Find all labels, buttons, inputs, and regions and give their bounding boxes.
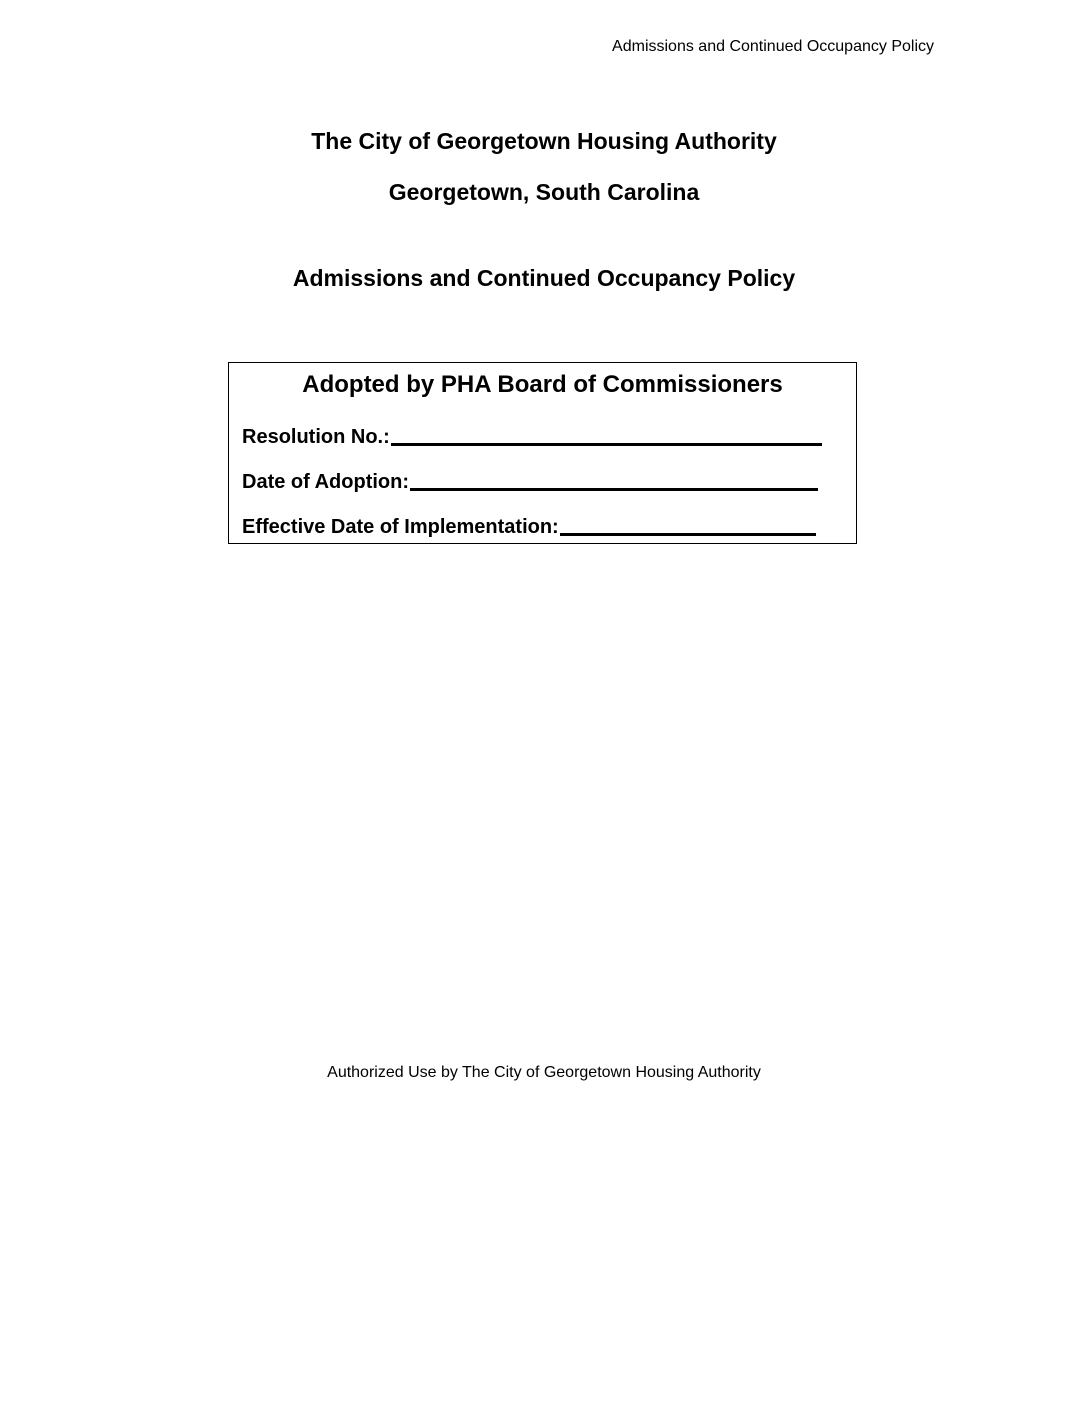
effective-date-label: Effective Date of Implementation: — [242, 516, 559, 538]
running-header: Admissions and Continued Occupancy Policy — [612, 38, 934, 55]
adoption-box-heading: Adopted by PHA Board of Commissioners — [302, 371, 783, 398]
document-title: Admissions and Continued Occupancy Policy — [292, 265, 796, 291]
date-of-adoption-field[interactable] — [410, 470, 818, 491]
resolution-number-label: Resolution No.: — [242, 426, 390, 448]
resolution-number-field[interactable] — [391, 425, 822, 446]
location-subtitle: Georgetown, South Carolina — [388, 179, 700, 205]
organization-title: The City of Georgetown Housing Authority — [311, 128, 777, 154]
date-of-adoption-label: Date of Adoption: — [242, 471, 410, 493]
resolution-number-row — [242, 425, 822, 449]
adoption-box — [228, 362, 857, 544]
effective-date-field[interactable] — [560, 515, 816, 536]
authorized-use-note: Authorized Use by The City of Georgetown Housing Authority — [327, 1064, 761, 1081]
date-of-adoption-row — [242, 470, 818, 494]
effective-date-row — [242, 515, 816, 539]
